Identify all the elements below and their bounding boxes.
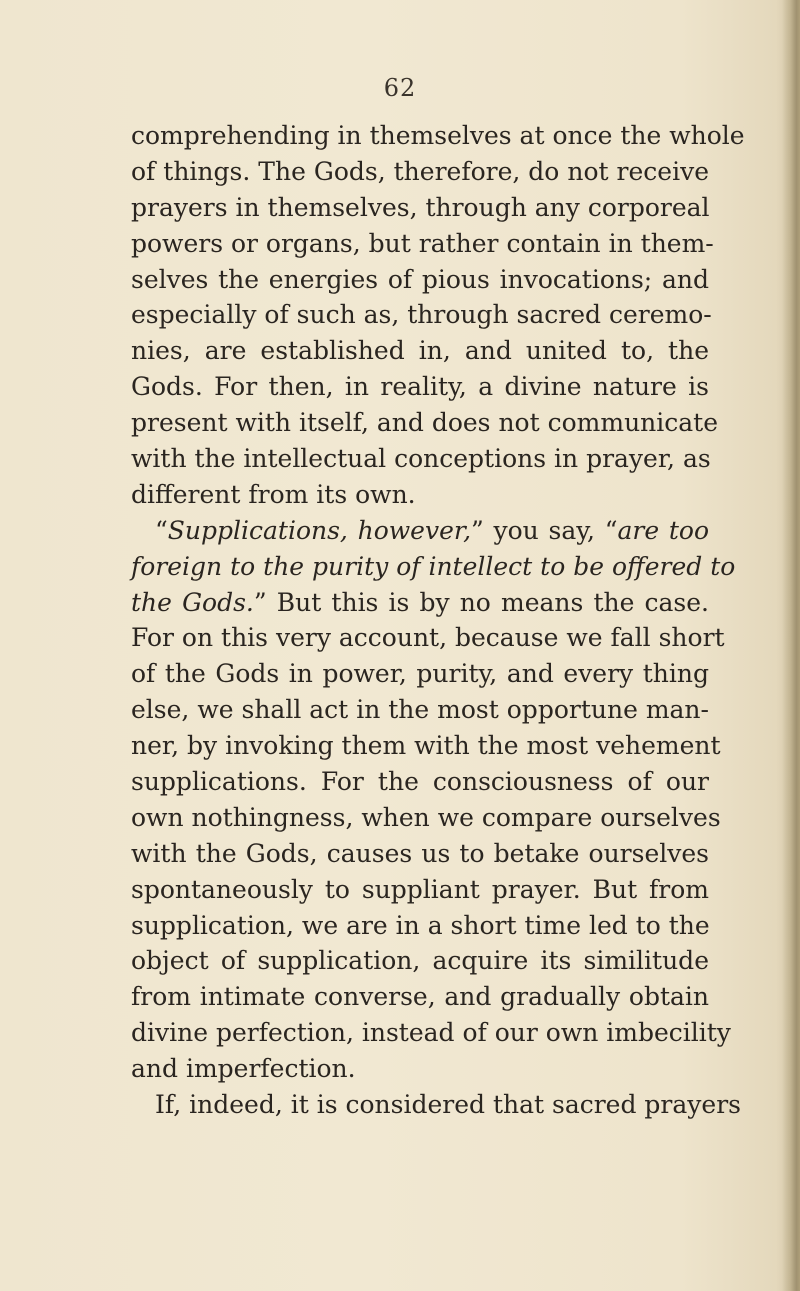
quote-attribution: ” you say, “ — [471, 515, 618, 545]
text-line: nies, are established in, and united to, the — [131, 336, 709, 366]
text-line: else, we shall act in the most opportune man- — [131, 695, 709, 725]
text-line: own nothingness, when we compare ourselves — [131, 802, 721, 832]
text-line: selves the energies of pious invocations; and — [131, 264, 709, 294]
open-quote: “ — [155, 515, 168, 545]
text-line: divine perfection, instead of our own imbecility — [131, 1018, 731, 1048]
text-line: object of supplication, acquire its similitude — [131, 946, 709, 976]
text-line: present with itself, and does not communicate — [131, 408, 719, 438]
text-line: prayers in themselves, through any corporeal — [131, 192, 710, 222]
text-line: different from its own. — [131, 479, 416, 509]
quote-italic: the Gods. — [131, 587, 254, 617]
quote-italic: are too — [617, 515, 709, 545]
text-line: of the Gods in power, purity, and every thing — [131, 659, 709, 689]
text-line: especially of such as, through sacred ceremo- — [131, 300, 712, 330]
text-line: and imperfection. — [131, 1054, 356, 1084]
text-line: powers or organs, but rather contain in them- — [131, 228, 714, 258]
quote-line-1 — [131, 513, 709, 549]
text-line: If, indeed, it is considered that sacred prayers — [155, 1090, 741, 1120]
page-number: 62 — [383, 74, 417, 102]
text-line: For on this very account, because we fall short — [131, 623, 725, 653]
text-line: with the intellectual conceptions in prayer, as — [131, 444, 711, 474]
text-line: spontaneously to suppliant prayer. But from — [131, 874, 709, 904]
page-edge-shadow — [782, 0, 800, 1291]
quote-italic: Supplications, however, — [167, 515, 472, 545]
text-line: from intimate converse, and gradually obtain — [131, 982, 709, 1012]
text-line: comprehending in themselves at once the whole — [131, 121, 745, 150]
quote-line-3 — [131, 585, 709, 621]
text-line: supplications. For the consciousness of our — [131, 767, 709, 797]
text-line: ner, by invoking them with the most vehement — [131, 731, 721, 761]
text-line: supplication, we are in a short time led to the — [131, 910, 710, 940]
text-line: with the Gods, causes us to betake ourselves — [131, 838, 709, 868]
text-line: of things. The Gods, therefore, do not receive — [131, 156, 709, 186]
body-text — [131, 118, 745, 1123]
quote-rest: ” But this is by no means the case. — [253, 587, 709, 617]
quote-line-2: foreign to the purity of intellect to be offered to — [131, 551, 736, 581]
text-line: Gods. For then, in reality, a divine nature is — [131, 372, 709, 402]
